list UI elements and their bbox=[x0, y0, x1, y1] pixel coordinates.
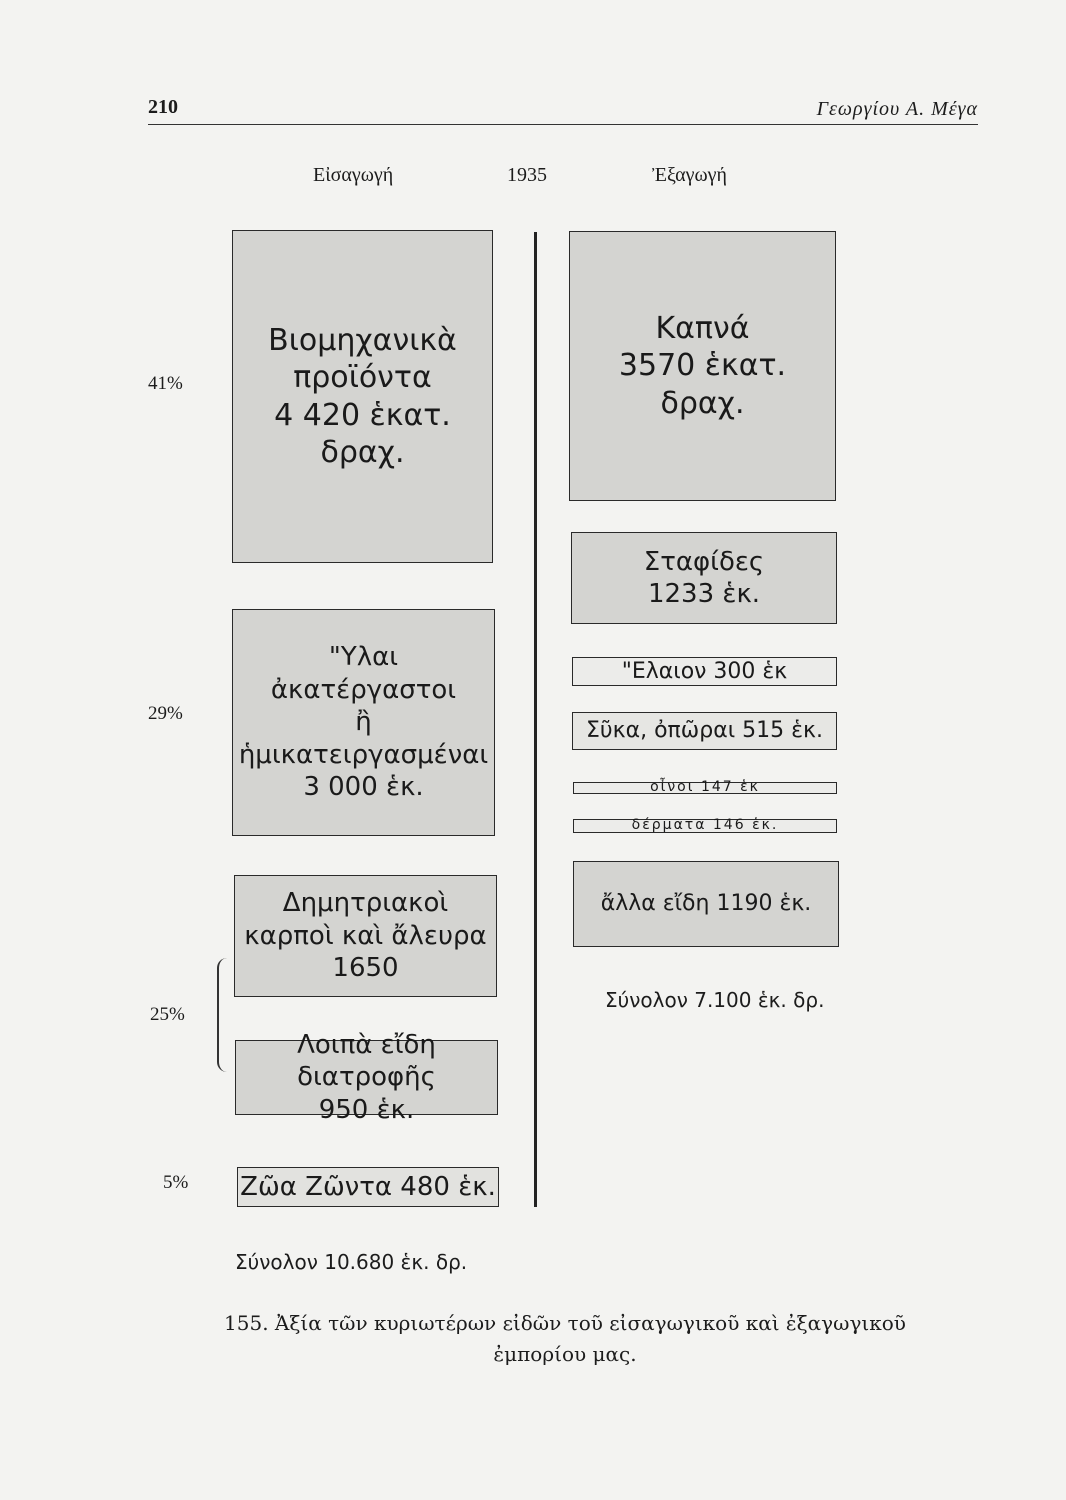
export-label: Σταφίδες 1233 ἑκ. bbox=[643, 546, 765, 609]
import-label: Βιομηχανικὰ προϊόντα 4 420 ἑκατ. δραχ. bbox=[268, 322, 457, 470]
caption-line-1: 155. Ἀξία τῶν κυριωτέρων εἰδῶν τοῦ εἰσαγωγικοῦ καὶ ἐξαγωγικοῦ bbox=[224, 1311, 906, 1335]
export-wine-box bbox=[573, 779, 837, 796]
import-industrial-products-box bbox=[232, 230, 493, 563]
percent-29: 29% bbox=[148, 703, 183, 724]
percent-5: 5% bbox=[163, 1172, 189, 1193]
export-currants-box bbox=[571, 532, 837, 624]
import-cereals-box bbox=[234, 875, 497, 997]
export-other-goods-box bbox=[573, 861, 839, 947]
export-label: Σῦκα, ὀπῶραι 515 ἑκ. bbox=[586, 718, 823, 744]
export-label: δέρματα 146 ἑκ. bbox=[631, 817, 779, 834]
year-heading: 1935 bbox=[507, 164, 547, 186]
export-tobacco-box bbox=[569, 231, 836, 501]
figure-caption bbox=[140, 1308, 990, 1370]
import-food-other-box bbox=[235, 1029, 498, 1125]
export-label: ἄλλα εἴδη 1190 ἑκ. bbox=[600, 891, 812, 917]
import-label: Λοιπὰ εἴδη διατροφῆς 950 ἑκ. bbox=[297, 1029, 436, 1125]
export-label: "Ελαιον 300 ἑκ bbox=[621, 658, 788, 684]
percent-41: 41% bbox=[148, 373, 183, 394]
export-hides-box bbox=[573, 819, 837, 833]
caption-line-2: ἐμπορίου μας. bbox=[493, 1342, 637, 1366]
export-figs-fruit-box bbox=[572, 712, 837, 750]
export-label: Καπνά 3570 ἑκατ. δραχ. bbox=[618, 310, 787, 421]
page-number: 210 bbox=[148, 96, 178, 118]
import-label: Δημητριακοὶ καρποὶ καὶ ἄλευρα 1650 bbox=[244, 888, 487, 984]
import-label: "Υλαι ἀκατέργαστοι ἢ ἡμικατειργασμέναι 3 000 ἑκ. bbox=[238, 642, 489, 803]
export-oil-box bbox=[572, 657, 837, 686]
import-raw-materials-box bbox=[232, 609, 495, 836]
bracket-25 bbox=[217, 958, 231, 1072]
percent-25: 25% bbox=[150, 1004, 185, 1025]
import-livestock-box bbox=[237, 1167, 499, 1207]
imports-total: Σύνολον 10.680 ἑκ. δρ. bbox=[235, 1250, 468, 1274]
center-divider bbox=[534, 232, 537, 1207]
header-rule bbox=[148, 124, 978, 125]
running-head: Γεωργίου Α. Μέγα bbox=[816, 98, 978, 120]
imports-heading: Εἰσαγωγή bbox=[313, 164, 394, 186]
exports-heading: Ἐξαγωγή bbox=[652, 164, 727, 186]
import-label: Ζῶα Ζῶντα 480 ἑκ. bbox=[240, 1171, 496, 1202]
export-label: οἶνοι 147 ἑκ bbox=[650, 779, 760, 796]
exports-total: Σύνολον 7.100 ἑκ. δρ. bbox=[605, 988, 825, 1012]
